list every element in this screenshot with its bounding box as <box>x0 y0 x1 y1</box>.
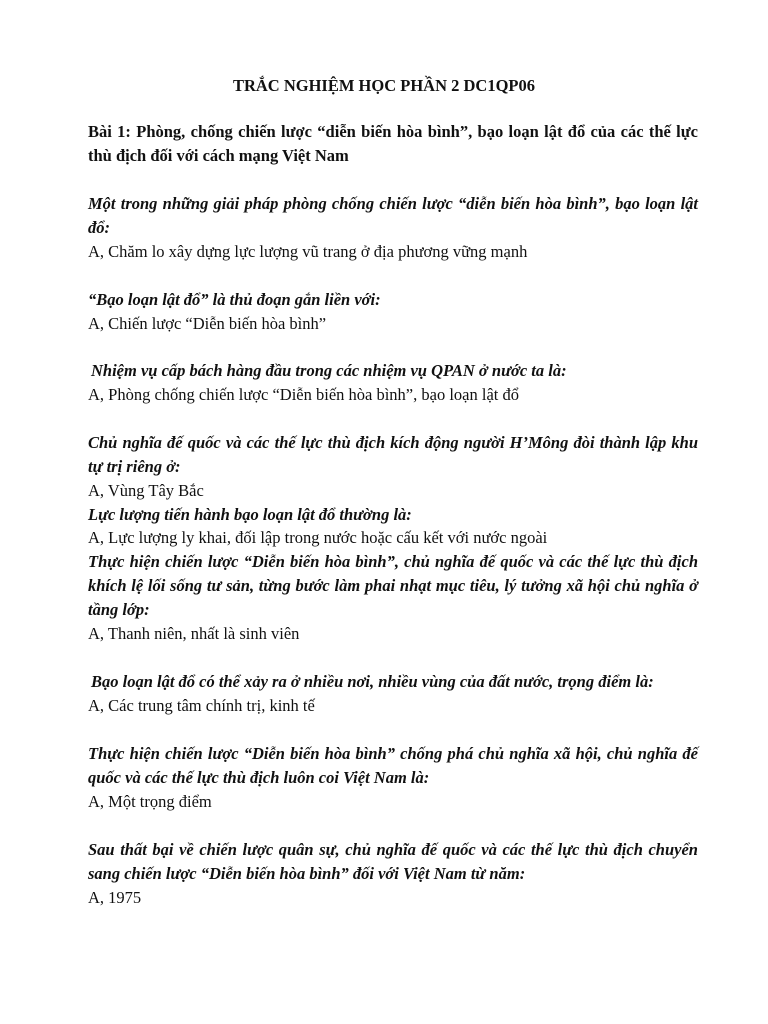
question-7: Bạo loạn lật đổ có thể xảy ra ở nhiều nơi, nhiều vùng của đất nước, trọng điểm là: <box>91 672 654 691</box>
answer-4: A, Vùng Tây Bắc <box>88 481 204 500</box>
question-8: Thực hiện chiến lược “Diễn biến hòa bình” chống phá chủ nghĩa xã hội, chủ nghĩa đế quốc và các thế lực thù địch luôn coi Việt Nam là: <box>88 744 698 787</box>
answer-7: A, Các trung tâm chính trị, kinh tế <box>88 696 315 715</box>
answer-6: A, Thanh niên, nhất là sinh viên <box>88 624 300 643</box>
answer-9: A, 1975 <box>88 888 142 907</box>
answer-2: A, Chiến lược “Diễn biến hòa bình” <box>88 314 327 333</box>
answer-1: A, Chăm lo xây dựng lực lượng vũ trang ở địa phương vững mạnh <box>88 242 528 261</box>
question-2: “Bạo loạn lật đổ” là thủ đoạn gắn liền với: <box>88 290 381 309</box>
document-title: TRẮC NGHIỆM HỌC PHẦN 2 DC1QP06 <box>232 76 536 95</box>
answer-8: A, Một trọng điểm <box>88 792 212 811</box>
question-4: Chủ nghĩa đế quốc và các thế lực thù địch kích động người H’Mông đòi thành lập khu tự trị riêng ở: <box>88 433 698 476</box>
answer-5: A, Lực lượng ly khai, đối lập trong nước hoặc cấu kết với nước ngoài <box>88 528 548 547</box>
question-5: Lực lượng tiến hành bạo loạn lật đổ thường là: <box>88 505 412 524</box>
question-3: Nhiệm vụ cấp bách hàng đầu trong các nhiệm vụ QPAN ở nước ta là: <box>91 361 567 380</box>
answer-3: A, Phòng chống chiến lược “Diễn biến hòa bình”, bạo loạn lật đổ <box>88 385 519 404</box>
question-9: Sau thất bại về chiến lược quân sự, chủ nghĩa đế quốc và các thế lực thù địch chuyển sang chiến lược “Diễn biến hòa bình” đối với Việt Nam từ năm: <box>88 840 698 883</box>
section-heading: Bài 1: Phòng, chống chiến lược “diễn biến hòa bình”, bạo loạn lật đổ của các thế lực thù địch đối với cách mạng Việt Nam <box>88 122 698 165</box>
question-6: Thực hiện chiến lược “Diễn biến hòa bình”, chủ nghĩa đế quốc và các thế lực thù địch khích lệ lối sống tư sản, từng bước làm phai nhạt mục tiêu, lý tưởng xã hội chủ nghĩa ở tầng lớp: <box>88 552 698 619</box>
question-1: Một trong những giải pháp phòng chống chiến lược “diễn biến hòa bình”, bạo loạn lật đổ: <box>88 194 698 237</box>
